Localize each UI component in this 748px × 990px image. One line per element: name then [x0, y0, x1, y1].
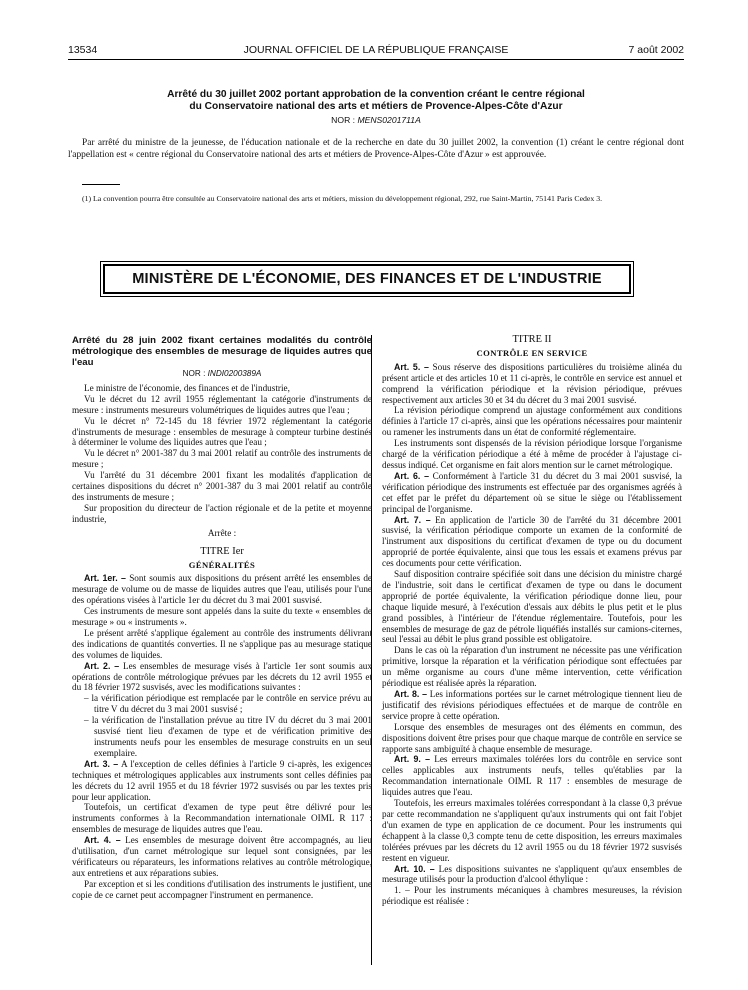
article-7-label: Art. 7. –: [394, 514, 431, 525]
decree-title-1-line1: Arrêté du 30 juillet 2002 portant approbation de la convention créant le centre régional: [167, 89, 585, 100]
article-4-paragraph: Par exception et si les conditions d'utilisation des instruments le justifient, une copie de ce carnet peut accompagner l'instrument en permanence.: [72, 878, 372, 900]
visa-paragraph: Sur proposition du directeur de l'action régionale et de la petite et moyenne industrie,: [72, 502, 372, 524]
titre-2-subheading: CONTRÔLE EN SERVICE: [476, 347, 588, 358]
article-5-label: Art. 5. –: [394, 361, 429, 372]
decree-1-nor: [68, 115, 684, 125]
right-column: [382, 335, 682, 907]
article-2-item: – la vérification de l'installation prévue au titre IV du décret du 3 mai 2001 susvisé tient lieu d'examen de type et de vérification primitive des instruments neufs pour les ensembles de mesurage construits en un seul exemplaire.: [84, 715, 372, 758]
article-2-item: – la vérification périodique est remplacée par le contrôle en service prévu au titre V du décret du 3 mai 2001 susvisé ;: [84, 693, 372, 715]
article-10-text: Les dispositions suivantes ne s'appliquent qu'aux ensembles de mesurage utilisés pour la production d'alcool éthylique :: [382, 863, 682, 885]
article-8-paragraph: Lorsque des ensembles de mesurages ont des éléments en commun, des dispositions doivent être prises pour que chaque marque de contrôle en service se rapporte sans ambiguïté à chaque ensemble de mesurage.: [382, 721, 682, 754]
nor-code: INDI0200389A: [207, 369, 262, 378]
article-4-text: Les ensembles de mesurage doivent être accompagnés, au lieu d'utilisation, d'un carnet métrologique sur lequel sont consignées, par les vérificateurs ou réparateurs, les informations relatives au contrôle métrologique, aux entretiens et aux réparations subies.: [72, 835, 373, 878]
article-6: [382, 471, 682, 515]
left-column: [72, 335, 372, 901]
article-3-label: Art. 3. –: [84, 758, 119, 769]
article-1-text: Sont soumis aux dispositions du présent arrêté les ensembles de mesurage de volume ou de masse de liquides autres que l'eau, utilisés pour l'une des opérations visées à l'article 1er du décret du 3 mai 2001 susvisé.: [72, 573, 372, 606]
visa-paragraph: Vu le décret n° 72-145 du 18 février 1972 réglementant la catégorie d'instruments de mesurage : ensembles de mesurage à compteur turbine destinés à déterminer le volume des liquides autres que l'eau ;: [72, 415, 372, 448]
article-10-paragraph: 1. – Pour les instruments mécaniques à chambres mesureuses, la révision périodique est réalisée :: [382, 885, 682, 907]
article-3: [72, 759, 372, 803]
nor-label: NOR :: [182, 369, 206, 378]
footnote-rule: [82, 184, 120, 185]
page-header: [68, 44, 684, 60]
article-10: [382, 864, 682, 886]
article-3-paragraph: Toutefois, un certificat d'examen de type peut être délivré pour les instruments conformes à la Recommandation internationale OIML R 117 : ensembles de mesurage de liquides autres que l'eau.: [72, 802, 372, 835]
article-9-label: Art. 9. –: [394, 754, 431, 765]
article-9-paragraph: Toutefois, les erreurs maximales tolérées correspondant à la classe 0,3 prévue par cette recommandation ne s'appliquent qu'aux instruments qui ont fait l'objet d'un examen de type en application de ce document. Pour les instruments qui échappent à la classe 0,3 compte tenu de cette disposition, les erreurs maximales tolérées prévues par les décrets du 12 avril 1955 ou du 18 février 1972 susvisés restent en vigueur.: [382, 798, 682, 863]
article-8: [382, 689, 682, 722]
article-9-text: Les erreurs maximales tolérées lors du contrôle en service sont celles applicables aux instruments neufs, telles qu'établies par la Recommandation internationale OIML R 117 : ensembles de mesurage de liquides autres que l'eau.: [382, 754, 682, 798]
article-5-paragraph: La révision périodique comprend un ajustage conformément aux conditions définies à l'article 17 ci-après, ainsi que les opérations nécessaires pour maintenir ou ramener les instruments dans un état de conformité réglementaire.: [382, 405, 682, 438]
article-2-text: Les ensembles de mesurage visés à l'article 1er sont soumis aux opérations de contrôle métrologique prévues par les décrets du 12 avril 1955 et du 18 février 1972 susvisés, avec les modifications suivantes :: [72, 660, 372, 693]
arrete-label: Arrête :: [207, 527, 237, 538]
article-8-text: Les informations portées sur le carnet métrologique tiennent lieu de justificatif des révisions périodiques effectuées et de marque de contrôle en service propre à cette opération.: [382, 689, 682, 721]
article-1-paragraph: Le présent arrêté s'applique également au contrôle des instruments délivrant des indications de quantités converties. Il ne s'applique pas au mesurage statique des volumes de liquides.: [72, 627, 372, 660]
article-6-text: Conformément à l'article 31 du décret du 3 mai 2001 susvisé, la vérification périodique des instruments est effectuée par des organismes agréés à cet effet par le préfet du département où se situe le siège ou l'établissement principal de l'organisme.: [382, 470, 682, 514]
article-7-paragraph: Sauf disposition contraire spécifiée soit dans une décision du ministre chargé de l'industrie, soit dans le certificat d'examen de type ou dans le document approprié de portée équivalente, la vérification périodique donne lieu, pour chaque liquide mesuré, à l'exécution d'essais aux débits le plus petit et le plus grand possibles, à l'intérieur de l'étendue réglementaire. Toutefois, pour les ensembles de mesurage de gaz de pétrole liquéfiés installés sur camions-citernes, seul l'essai au débit le plus grand possible est obligatoire.: [382, 569, 682, 645]
article-4: [72, 835, 372, 879]
visa-paragraph: Vu le décret du 12 avril 1955 réglementant la catégorie d'instruments de mesure : instruments mesureurs volumétriques de liquides autres que l'eau ;: [72, 393, 372, 415]
ministry-banner: MINISTÈRE DE L'ÉCONOMIE, DES FINANCES ET DE L'INDUSTRIE: [103, 264, 631, 294]
decree-1-footnote: (1) La convention pourra être consultée au Conservatoire national des arts et métiers, mission du développement régional, 292, rue Saint-Martin, 75141 Paris Cedex 3.: [82, 194, 603, 203]
article-9: [382, 754, 682, 798]
article-3-text: A l'exception de celles définies à l'article 9 ci-après, les exigences techniques et métrologiques applicables aux instruments sont celles définies par les décrets du 12 avril 1955 et du 18 février 1972 susvisés ou par les textes pris pour leur application.: [72, 758, 372, 802]
nor-code: MENS0201711A: [357, 115, 421, 125]
article-5-paragraph: Les instruments sont dispensés de la révision périodique lorsque l'organisme chargé de la vérification périodique a été à même de procéder à l'ajustage ci-dessus indiqué. Cet organisme en fait alors mention sur le carnet métrologique.: [382, 438, 682, 470]
article-7-text: En application de l'article 30 de l'arrêté du 31 décembre 2001 susvisé, la vérification périodique comporte un examen de la conformité de l'instrument aux dispositions du certificat d'examen de type ou du document approprié de portée équivalente, ainsi que tous les essais et examens prévus par ces documents pour cette vérification.: [382, 514, 682, 569]
article-5: [382, 362, 682, 406]
article-5-text: Sous réserve des dispositions particulières du troisième alinéa du présent article et des articles 10 et 11 ci-après, le contrôle en service est annuel et comprend la vérification périodique et la révision périodique, prévues respectivement aux articles 30 et 34 du décret du 3 mai 2001 susvisé.: [382, 361, 682, 405]
article-10-label: Art. 10. –: [394, 863, 435, 874]
article-6-label: Art. 6. –: [394, 470, 429, 481]
decree-1-body: Par arrêté du ministre de la jeunesse, de l'éducation nationale et de la recherche en date du 30 juillet 2002, la convention (1) créant le centre régional dont l'appellation est « centre régional du Conservatoire national des arts et métiers de Provence-Alpes-Côte d'Azur » est approuvée.: [68, 138, 684, 161]
article-1-label: Art. 1er. –: [84, 573, 126, 584]
decree-2-nor: [72, 369, 372, 380]
journal-title: JOURNAL OFFICIEL DE LA RÉPUBLIQUE FRANÇAISE: [243, 44, 509, 56]
article-1: [72, 573, 372, 606]
article-8-label: Art. 8. –: [394, 689, 428, 699]
page-number: 13534: [68, 44, 98, 56]
titre-2-heading: TITRE II: [512, 334, 552, 345]
titre-1-heading: TITRE Ier: [200, 545, 244, 557]
visa-paragraph: Vu le décret n° 2001-387 du 3 mai 2001 relatif au contrôle des instruments de mesure ;: [72, 448, 372, 470]
article-7: [382, 515, 682, 570]
visa-paragraph: Vu l'arrêté du 31 décembre 2001 fixant les modalités d'application de certaines dispositions du décret n° 2001-387 du 3 mai 2001 relatif au contrôle des instruments de mesure ;: [72, 470, 372, 502]
article-1-paragraph: Ces instruments de mesure sont appelés dans la suite du texte « ensembles de mesurage » ou « instruments ».: [72, 606, 372, 628]
article-2-label: Art. 2. –: [84, 660, 120, 671]
article-7-paragraph: Dans le cas où la réparation d'un instrument ne nécessite pas une vérification primitive, lorsque la réparation et la vérification périodique sont effectuées par un même organisme au cours d'une même intervention, cette vérification périodique est réalisée après la réparation.: [382, 645, 682, 689]
decree-title-2: Arrêté du 28 juin 2002 fixant certaines modalités du contrôle métrologique des ensembles de mesurage de liquides autres que l'eau: [72, 335, 372, 368]
publication-date: 7 août 2002: [628, 44, 684, 56]
decree-title-1: [68, 89, 684, 113]
article-4-label: Art. 4. –: [84, 835, 121, 846]
nor-label: NOR :: [331, 115, 356, 125]
header-rule: [68, 59, 684, 60]
decree-title-1-line2: du Conservatoire national des arts et métiers de Provence-Alpes-Côte d'Azur: [189, 101, 563, 112]
article-2: [72, 661, 372, 694]
visa-paragraph: Le ministre de l'économie, des finances et de l'industrie,: [84, 382, 290, 393]
titre-1-subheading: GÉNÉRALITÉS: [188, 559, 256, 570]
